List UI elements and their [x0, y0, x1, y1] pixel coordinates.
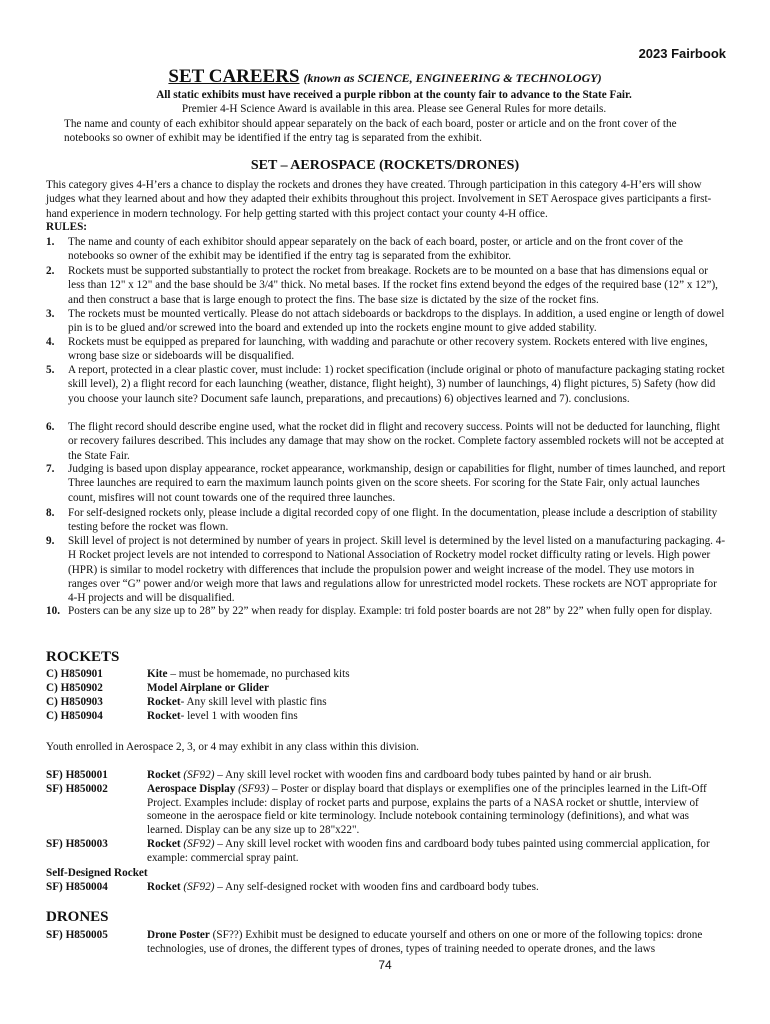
rule-item: 4. Rockets must be equipped as prepared for launching, with wadding and parachute or other recovery system. Rockets entered with live engines, wrong base size or sideboards will be disqualified. — [46, 336, 708, 363]
rockets-heading: ROCKETS — [46, 649, 120, 665]
rule-item: 3. The rockets must be mounted vertically. Please do not attach sideboards or backdrops to the displays. In addition, a used engine or length of dowel pin is to be glued and/or screwed into the board and extended up into the rockets engine mount to give added stability. — [46, 308, 725, 335]
drones-heading: DRONES — [46, 909, 109, 925]
aerospace-heading: SET – AEROSPACE (ROCKETS/DRONES) — [250, 158, 520, 173]
page-title — [0, 67, 770, 88]
title-main: SET CAREERS — [168, 66, 300, 87]
state-fair-row: SF) H850001 Rocket (SF92) – Any skill level rocket with wooden fins and cardboard body tubes painted by hand or air brush. — [46, 769, 652, 781]
intro-block — [64, 88, 724, 145]
state-fair-row: SF) H850003 Rocket (SF92) – Any skill level rocket with wooden fins and cardboard body tubes painted using commercial application, for example: commercial spray paint. — [46, 838, 710, 864]
award-note: Premier 4-H Science Award is available in this area. Please see General Rules for more details. — [181, 103, 607, 116]
state-fair-row: SF) H850002 Aerospace Display (SF93) – Poster or display board that displays or exemplifies one of the principles learned in the Lift-Off Project. Examples include: display of rocket parts and purpose, explains the parts of a NASA rocket or shuttle, interview of someone in the aerospace field or kite terminology. Include notebook containing terminology (definitions), and what was learned. Display can be any size up to 28"x22". — [46, 783, 707, 836]
rule-item: 10. Posters can be any size up to 28” by 22” when ready for display. Example: tri fold poster boards are not 28” by 22” when fully open for display. — [46, 605, 713, 617]
self-designed-label: Self-Designed Rocket — [46, 867, 148, 879]
rocket-class-row: C) H850903 Rocket- Any skill level with plastic fins — [46, 696, 327, 708]
fairbook-header: 2023 Fairbook — [638, 46, 726, 61]
rule-item: 7. Judging is based upon display appearance, rocket appearance, workmanship, design or capabilities for flight, number of times launched, and report Three launches are required to earn the maximum launch points given on the score sheets. For scoring for the State Fair, only actual launches count, misfires will not count towards one of the required three launches. — [46, 463, 726, 504]
title-sub: (known as SCIENCE, ENGINEERING & TECHNOLOGY) — [303, 71, 602, 85]
rule-item: 9. Skill level of project is not determined by number of years in project. Skill level is determined by the level listed on a manufacturing packaging. 4-H Rocket project levels are not intended to correspond to National Association of Rocketry model rocket difficulty rating or levels. High power (HPR) is similar to model rocketry with differences that include the propulsion power and weight increase of the model. They use motors in ranges over “G” power and/or weigh more that laws and regulations allow for unrestricted model rockets. These rockets are NOT appropriate for 4-H projects and will be disqualified. — [46, 535, 726, 605]
rocket-class-row: C) H850901 Kite – must be homemade, no purchased kits — [46, 668, 350, 680]
rocket-class-row: C) H850902 Model Airplane or Glider — [46, 682, 269, 694]
name-county-note: The name and county of each exhibitor should appear separately on the back of each board, poster or article and on the front cover of the notebooks so owner of exhibit may be identified if the entry tag is separated from the exhibit. — [64, 117, 677, 144]
rocket-class-row: C) H850904 Rocket- level 1 with wooden fins — [46, 710, 298, 722]
rule-item: 5. A report, protected in a clear plastic cover, must include: 1) rocket specification (include original or photo of manufacture packaging stating rocket skill level), 2) a flight record for each launching (weather, distance, flight height), 3) number of launchings, 4) flight pictures, 5) Safety (how did you choose your launch site? Document safe launch, preparations, and precautions) 6) objectives learned and 7). conclusions. — [46, 364, 725, 405]
rule-item: 6. The flight record should describe engine used, what the rocket did in flight and recovery success. Points will not be deducted for launching, flight or recovery failures described. This includes any damage that may show on the rocket. Complete factory assembled rockets will not be accepted at the State Fair. — [46, 421, 724, 462]
rules-label: RULES: — [46, 221, 88, 233]
youth-note: Youth enrolled in Aerospace 2, 3, or 4 may exhibit in any class within this division. — [46, 741, 419, 753]
purple-ribbon-note: All static exhibits must have received a purple ribbon at the county fair to advance to the State Fair. — [156, 89, 632, 101]
rule-item: 2. Rockets must be supported substantially to protect the rocket from breakage. Rockets are to be mounted on a base that has dimensions equal or less than 12" x 12" and the base should be 3/4" thick. No metal bases. If the rocket fins extend beyond the edges of the required base (12” x 12”), and then construct a base that is large enough to protect the fins. The base size is dictated by the size of the rocket fins. — [46, 265, 718, 306]
rule-item: 1. The name and county of each exhibitor should appear separately on the back of each board, poster, or article and on the front cover of the notebooks so owner of the exhibit may be identified if the entry tag is separated from the exhibitor. — [46, 236, 683, 263]
rule-item: 8. For self-designed rockets only, please include a digital recorded copy of one flight. In the documentation, please include a description of stability testing before the rocket was flown. — [46, 507, 718, 534]
aerospace-description: This category gives 4-H’ers a chance to display the rockets and drones they have created. Through participation in this category 4-H’ers will show judges what they learned about and how they adapted their exhibits throughout this project. Involvement in SET Aerospace gives participants a first-hand experience in modern technology. For help getting started with this project contact your county 4-H office. — [46, 179, 712, 220]
drone-row: SF) H850005 Drone Poster (SF??) Exhibit must be designed to educate yourself and others on one or more of the following topics: drone technologies, use of drones, the different types of drones, types of training needed to operate drones, and the laws — [46, 929, 703, 955]
self-designed-row: SF) H850004 Rocket (SF92) – Any self-designed rocket with wooden fins and cardboard body tubes. — [46, 881, 539, 893]
page-number: 74 — [378, 958, 392, 972]
